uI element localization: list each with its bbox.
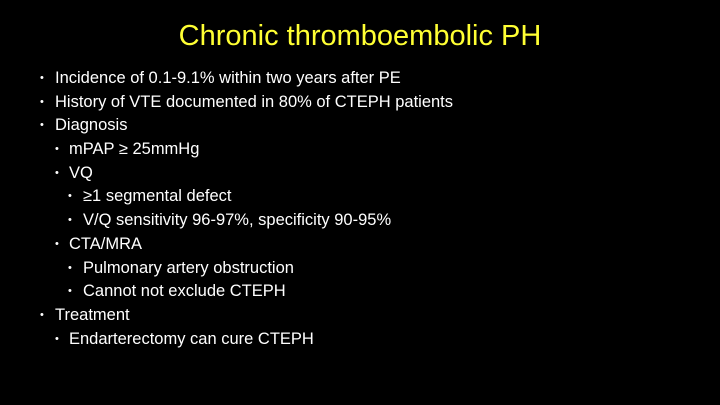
bullet-text: Incidence of 0.1-9.1% within two years after PE xyxy=(55,69,401,87)
sub-bullet-item xyxy=(0,328,720,352)
sub-sub-bullet-item xyxy=(0,280,720,304)
bullet-dot-icon: • xyxy=(55,143,59,156)
sub-bullet-item xyxy=(0,138,720,162)
bullet-text: Endarterectomy can cure CTEPH xyxy=(69,329,314,348)
bullet-text: Cannot not exclude CTEPH xyxy=(83,282,286,301)
bullet-dot-icon: • xyxy=(40,72,44,84)
bullet-dot-icon: • xyxy=(68,214,72,227)
bullet-text: mPAP ≥ 25mmHg xyxy=(69,140,200,159)
bullet-dot-icon: • xyxy=(40,119,44,132)
bullet-list xyxy=(0,67,720,351)
sub-bullet-item xyxy=(0,162,720,186)
bullet-dot-icon: • xyxy=(68,285,72,298)
slide-title: Chronic thromboembolic PH xyxy=(178,20,542,52)
bullet-text: VQ xyxy=(69,163,93,182)
bullet-text: V/Q sensitivity 96-97%, specificity 90-95% xyxy=(83,211,392,230)
sub-sub-bullet-item xyxy=(0,209,720,233)
bullet-item xyxy=(0,91,720,115)
bullet-dot-icon: • xyxy=(40,95,44,108)
bullet-dot-icon: • xyxy=(68,261,72,274)
bullet-text: CTA/MRA xyxy=(69,234,143,253)
bullet-dot-icon: • xyxy=(55,237,59,250)
bullet-dot-icon: • xyxy=(55,332,59,345)
bullet-dot-icon: • xyxy=(68,190,72,203)
sub-sub-bullet-item xyxy=(0,257,720,281)
bullet-text: ≥1 segmental defect xyxy=(83,187,232,206)
bullet-item xyxy=(0,114,720,138)
bullet-dot-icon: • xyxy=(55,166,59,179)
sub-bullet-item xyxy=(0,233,720,257)
sub-sub-bullet-item xyxy=(0,185,720,209)
bullet-dot-icon: • xyxy=(40,308,44,321)
bullet-item xyxy=(0,304,720,328)
bullet-text: Diagnosis xyxy=(55,116,128,135)
bullet-text: Treatment xyxy=(55,305,130,324)
bullet-item xyxy=(0,67,720,91)
bullet-text: Pulmonary artery obstruction xyxy=(83,258,294,277)
bullet-text: History of VTE documented in 80% of CTEPH patients xyxy=(55,92,454,111)
